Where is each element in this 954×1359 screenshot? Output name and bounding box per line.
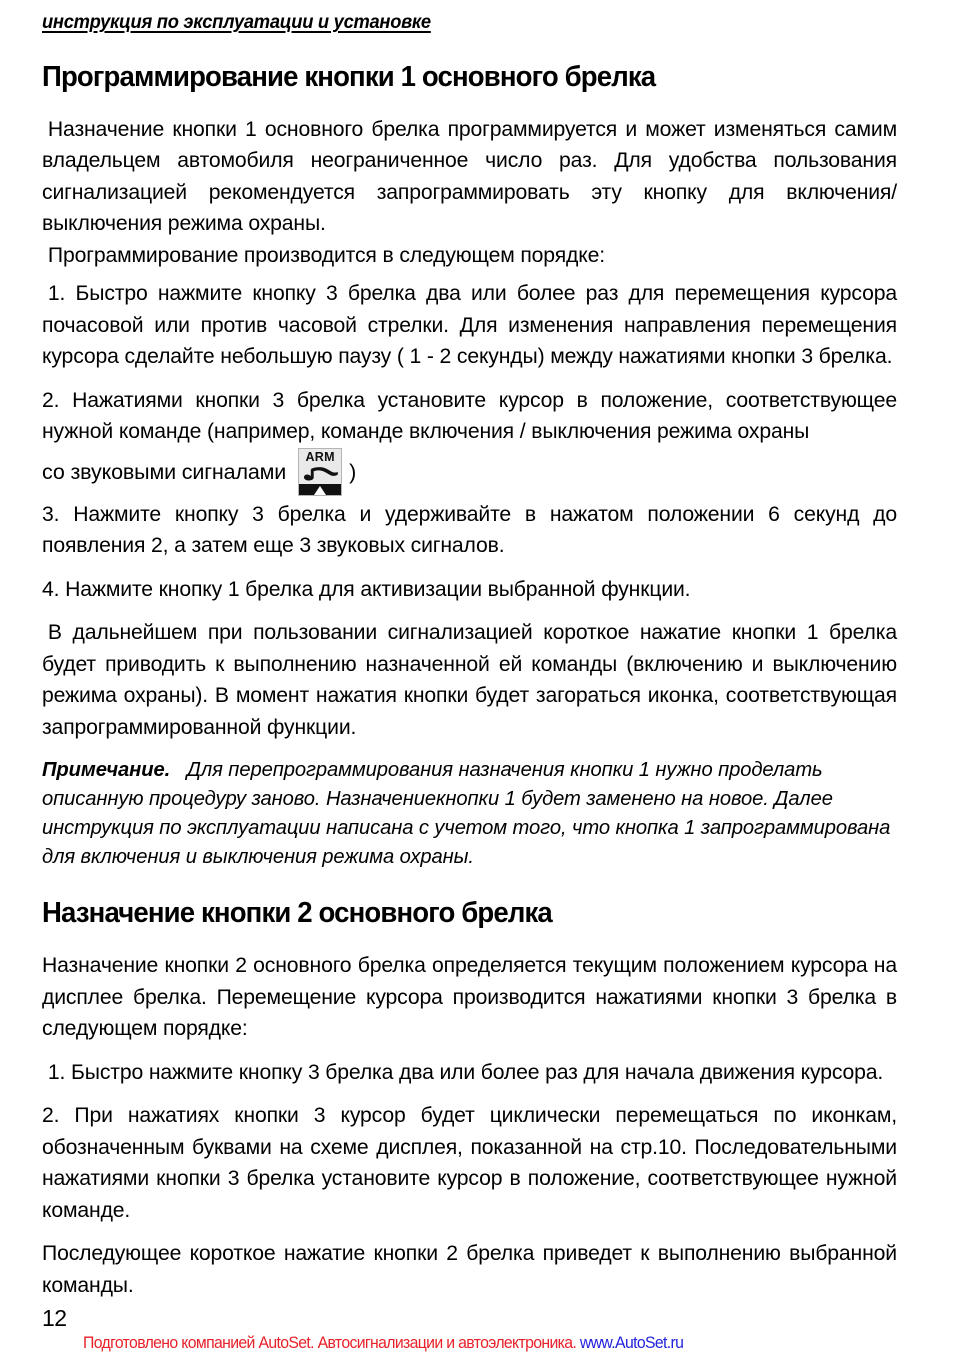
section-1-note [42, 755, 897, 871]
section-1-paragraph-final: В дальнейшем при пользовании сигнализацией короткое нажатие кнопки 1 брелка будет приводить к выполнению назначенной ей команды (включению и выключению режима охраны). В момент нажатия кнопки будет загораться иконка, соответствующая запрограммированной функции. [42, 620, 897, 739]
page-number: 12 [42, 1305, 67, 1331]
section-1-paragraph-1: Назначение кнопки 1 основного брелка программируется и может изменяться самим владельцем автомобиля неограниченное число раз. Для удобства пользования сигнализацией рекомендуется запрограммировать эту кнопку для включения/выключения режима охраны. [42, 116, 897, 236]
arm-icon-cursor-triangle [314, 486, 326, 495]
arm-sound-signal-icon [298, 448, 342, 496]
section-2-paragraph-1: Назначение кнопки 2 основного брелка определяется текущим положением курсора на дисплее брелка. Перемещение курсора производится нажатиями кнопки 3 брелка в следующем порядке: [42, 953, 897, 1041]
section-1-step-2: 2. Нажатиями кнопки 3 брелка установите курсор в положение, соответствующее нужной команде (например, команде включения / выключения режима охраны [42, 387, 897, 444]
music-note-icon [303, 466, 339, 483]
section-1-step-1: 1. Быстро нажмите кнопку 3 брелка два или более раз для перемещения курсора почасовой или против часовой стрелки. Для изменения направления перемещения курсора сделайте небольшую паузу ( 1 - 2 секунды) между нажатиями кнопки 3 брелка. [42, 281, 897, 369]
section-1-title: Программирование кнопки 1 основного брелка [42, 61, 656, 93]
running-header: инструкция по эксплуатации и установке [42, 11, 431, 33]
footer-credit [83, 1333, 683, 1353]
section-2-step-2: 2. При нажатиях кнопки 3 курсор будет циклически перемещаться по иконкам, обозначенным буквами на схеме дисплея, показанной на стр.10. Последовательными нажатиями кнопки 3 брелка установите курсор в положение, соответствующее нужной команде. [42, 1103, 897, 1222]
section-2-step-1: 1. Быстро нажмите кнопку 3 брелка два или более раз для начала движения курсора. [47, 1059, 884, 1084]
arm-icon-line-prefix: со звуковыми сигналами [42, 459, 287, 484]
note-text: Для перепрограммирования назначения кнопки 1 нужно проделать описанную процедуру заново. Назначениекнопки 1 будет заменено на новое. Далее инструкция по эксплуатации написана с учетом того, что кнопка 1 запрограммирована для включения и выключения режима охраны. [42, 758, 891, 869]
footer-credit-url[interactable]: www.AutoSet.ru [579, 1333, 684, 1352]
section-2-paragraph-final: Последующее короткое нажатие кнопки 2 брелка приведет к выполнению выбранной команды. [42, 1241, 897, 1297]
section-1-step-3: 3. Нажмите кнопку 3 брелка и удерживайте в нажатом положении 6 секунд до появления 2, а затем еще 3 звуковых сигналов. [42, 501, 897, 558]
arm-icon-label: ARM [305, 449, 335, 464]
note-label: Примечание. [42, 758, 171, 782]
section-1-step-4: 4. Нажмите кнопку 1 брелка для активизации выбранной функции. [42, 576, 691, 601]
page-content [42, 62, 910, 1301]
section-1-paragraph-2: Программирование производится в следующем порядке: [47, 242, 605, 267]
arm-icon-line-suffix: ) [349, 459, 357, 484]
section-2-title: Назначение кнопки 2 основного брелка [42, 897, 552, 930]
arm-icon-line [42, 448, 910, 496]
footer-credit-text: Подготовлено компанией AutoSet. Автосигнализации и автоэлектроника. [83, 1333, 577, 1352]
